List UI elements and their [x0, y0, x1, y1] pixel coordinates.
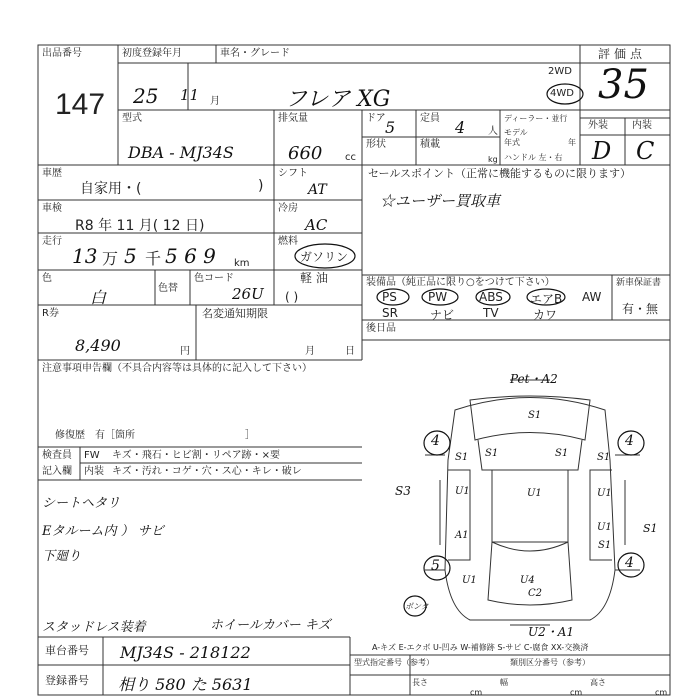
kg-label: kg — [488, 155, 498, 164]
mark-rear1: U4 — [520, 575, 535, 586]
mark-rear-l: U1 — [462, 575, 477, 586]
note-seat: シートヘタリ — [42, 496, 121, 511]
model-grade-label: 車名・グレード — [220, 48, 290, 59]
note-wheelcover: ホイールカバー キズ — [210, 618, 331, 633]
length-label: 長さ — [412, 678, 428, 687]
km-unit: km — [234, 258, 250, 269]
year-label: 年式 — [504, 138, 520, 147]
note-under: 下廻り — [42, 549, 82, 564]
exterior-label: 外装 — [588, 120, 608, 131]
side-left-mark: S3 — [395, 484, 411, 498]
length-cm: cm — [470, 688, 483, 697]
plate-value: 相り 580 た 5631 — [118, 675, 253, 694]
chassis-label: 車台番号 — [45, 644, 89, 657]
score-label: 評価点 — [598, 47, 647, 61]
mark-center: U1 — [527, 488, 542, 499]
usage-close: ) — [258, 178, 264, 194]
capacity-unit: 人 — [488, 126, 498, 137]
wheel-fr-mark: 4 — [625, 433, 634, 449]
height-label: 高さ — [590, 678, 606, 687]
first-reg-year: 25 — [133, 84, 159, 108]
color-change-label: 色替 — [158, 283, 178, 294]
plate-label: 登録番号 — [45, 674, 89, 687]
equip-sr: SR — [382, 306, 398, 320]
mark-fr: S1 — [555, 448, 569, 459]
color-code-label: 色コード — [194, 273, 234, 284]
note-studless: スタッドレス装着 — [42, 620, 146, 635]
year-unit: 年 — [568, 138, 576, 147]
equip-aw: AW — [582, 290, 602, 304]
warranty-value: 有・無 — [622, 302, 659, 316]
type-code-value: DBA - MJ34S — [128, 143, 234, 162]
displacement-label: 排気量 — [278, 113, 308, 124]
sales-point-value: ☆ユーザー買取車 — [380, 192, 501, 210]
interior-damage-label: 内装 — [84, 466, 104, 477]
score-value: 35 — [598, 62, 649, 108]
cc-unit: cc — [345, 152, 356, 163]
equipment-label: 装備品（純正品に限り○をつけて下さい） — [366, 277, 555, 288]
doors-label: ドア — [366, 113, 386, 124]
shift-value: AT — [308, 182, 327, 198]
mark-roof: S1 — [528, 410, 542, 421]
interior-label: 内装 — [632, 120, 652, 131]
equip-tv: TV — [483, 306, 499, 320]
cooling-label: 冷房 — [278, 203, 298, 214]
model-grade-value: フレア XG — [285, 87, 391, 112]
after-items-label: 後日品 — [366, 323, 396, 334]
capacity-label: 定員 — [420, 113, 440, 124]
mark-r4: S1 — [598, 540, 612, 551]
lot-label: 出品番号 — [42, 48, 82, 59]
interior-grade: C — [636, 137, 655, 165]
mark-l3: A1 — [455, 530, 469, 541]
usage-value: 自家用・( — [80, 181, 142, 197]
shift-label: シフト — [278, 168, 308, 179]
capacity-value: 4 — [455, 118, 466, 137]
fuel-diesel: 軽 油 — [300, 271, 328, 285]
class-number-label: 類別区分番号（参考） — [510, 658, 590, 667]
name-change-month: 月 — [305, 346, 315, 357]
notes-label: 注意事項申告欄（不具合内容等は具体的に記入して下さい） — [42, 363, 312, 374]
month-unit: 月 — [210, 96, 220, 107]
doors-value: 5 — [385, 118, 396, 137]
yen-unit: 円 — [180, 346, 190, 357]
mileage-rest: 5 6 9 — [165, 244, 216, 268]
equip-navi: ナビ — [430, 308, 455, 322]
name-change-day: 日 — [345, 346, 355, 357]
legal-number-label: 型式指定番号（参考） — [354, 658, 434, 667]
width-cm: cm — [570, 688, 583, 697]
exterior-grade: D — [592, 137, 612, 165]
4wd-label: 4WD — [550, 88, 574, 99]
r-ticket-label: R券 — [42, 308, 59, 319]
equip-leather: カワ — [533, 308, 558, 322]
mileage-man: 万 — [102, 249, 119, 268]
mark-r1: S1 — [597, 452, 611, 463]
handle-label: ハンドル 左・右 — [504, 153, 563, 162]
type-code-label: 型式 — [122, 113, 142, 124]
mileage-1k: 5 — [124, 244, 137, 268]
height-cm: cm — [655, 688, 668, 697]
fw-value: キズ・飛石・ヒビ割・リペア跡・×要 — [112, 450, 280, 461]
fw-label: FW — [84, 450, 100, 461]
2wd-label: 2WD — [548, 66, 572, 77]
color-value: 白 — [90, 288, 107, 307]
mark-r3: U1 — [597, 522, 612, 533]
chassis-value: MJ34S - 218122 — [120, 643, 251, 662]
equip-airbag: エアB — [530, 292, 563, 306]
dealer-label: ディーラー・並行 — [504, 114, 568, 123]
mark-fl: S1 — [485, 448, 499, 459]
fuel-paren: ( ) — [285, 290, 299, 304]
mark-l1: S1 — [455, 452, 469, 463]
repair-history: 修復歴 有［箇所 ］ — [55, 430, 255, 441]
wheel-rl-mark: 5 — [431, 558, 440, 574]
first-reg-label: 初度登録年月 — [122, 48, 182, 59]
color-code-value: 26U — [232, 285, 264, 303]
lot-number: 147 — [55, 88, 106, 121]
mark-l2: U1 — [455, 486, 470, 497]
color-label: 色 — [42, 273, 52, 284]
inspection-value: R8 年 11 月( 12 日) — [75, 218, 205, 234]
name-change-label: 名変通知期限 — [202, 307, 268, 320]
mileage-sen: 千 — [145, 249, 162, 268]
wheel-fl-mark: 4 — [431, 433, 440, 449]
inspection-label: 車検 — [42, 203, 62, 214]
model-label: モデル — [504, 128, 528, 137]
cooling-value: AC — [305, 216, 328, 234]
diagram-top-mark: Pet・A2 — [510, 372, 558, 386]
fuel-label: 燃料 — [278, 236, 298, 247]
displacement-value: 660 — [288, 143, 323, 164]
diagram-bottom-mark: U2・A1 — [528, 625, 575, 639]
mileage-label: 走行 — [42, 236, 62, 247]
shape-label: 形状 — [366, 139, 386, 150]
inspector-label-1: 検査員 — [42, 450, 72, 461]
equip-ps: PS — [382, 290, 397, 304]
warranty-label: 新車保証書 — [616, 278, 662, 288]
mark-rear2: C2 — [528, 588, 543, 599]
load-label: 積載 — [420, 139, 440, 150]
mileage-10k: 13 — [72, 244, 98, 268]
side-right-mark: S1 — [643, 522, 658, 535]
equip-abs: ABS — [479, 290, 503, 304]
note-trunk: Eタルーム内 ） サビ — [42, 524, 164, 539]
r-ticket-value: 8,490 — [75, 336, 121, 355]
sales-point-label: セールスポイント（正常に機能するものに限ります） — [368, 167, 632, 180]
mark-r2: U1 — [597, 488, 612, 499]
fuel-gasoline: ガソリン — [300, 250, 349, 264]
inspector-label-2: 記入欄 — [42, 466, 72, 477]
width-label: 幅 — [500, 678, 508, 687]
legend: A-キズ E-エクボ U-凹み W-補修跡 S-サビ C-腐食 XX-交換済 — [372, 643, 589, 652]
first-reg-month: 11 — [180, 86, 200, 104]
wheel-rr-mark: 4 — [625, 555, 634, 571]
pole-mark: ポンタ — [405, 602, 429, 611]
usage-label: 車歴 — [42, 168, 62, 179]
interior-damage-value: キズ・汚れ・コゲ・穴・ス心・キレ・破レ — [112, 466, 302, 477]
equip-pw: PW — [428, 290, 448, 304]
